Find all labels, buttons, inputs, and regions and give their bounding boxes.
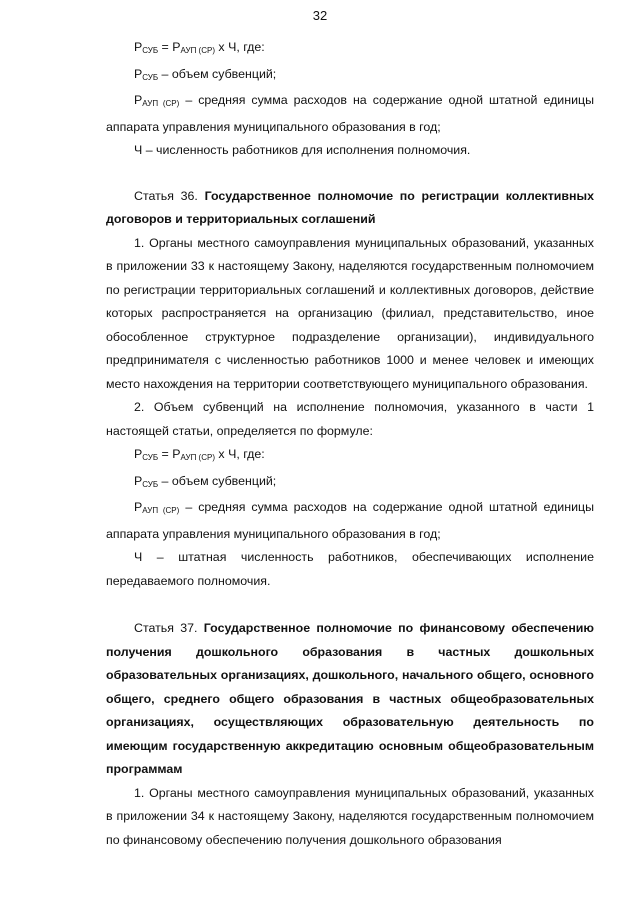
page-number: 32 xyxy=(312,8,328,23)
article-37-heading xyxy=(106,617,594,782)
definition-staff-count: Ч – штатная численность работников, обеспечивающих исполнение передаваемого полномочия. xyxy=(106,550,594,588)
article-36-paragraph-2: 2. Объем субвенций на исполнение полномочия, указанного в части 1 настоящей статьи, определяется по формуле: xyxy=(106,400,594,438)
page-content xyxy=(106,36,594,852)
article-36-heading xyxy=(106,185,594,232)
article-37-title: Государственное полномочие по финансовому обеспечению получения дошкольного образования в частных дошкольных образовательных организациях, дошкольного, начального общего, основного общего, среднего общего образования в частных общеобразовательных организациях, осуществляющих образовательную деятельность по имеющим государственную аккредитацию основным общеобразовательным программам xyxy=(106,621,594,776)
definition-subvention: $Р_{СУБ}$ – объем субвенций; xyxy=(134,66,277,82)
definition-avg-cost: $Р_{АУП (СР)}$ – средняя сумма расходов на содержание одной штатной единицы аппарата управления муниципального образования в год; xyxy=(106,500,594,541)
article-37-paragraph-1: 1. Органы местного самоуправления муниципальных образований, указанных в приложении 34 к настоящему Закону, наделяются государственным полномочием по финансовому обеспечению получения дошкольного образования xyxy=(106,785,594,847)
article-36-paragraph-1: 1. Органы местного самоуправления муниципальных образований, указанных в приложении 33 к настоящему Закону, наделяются государственным полномочием по регистрации территориальных соглашений и коллективных договоров, действие которых распространяется на организацию (филиал, представительство, иное обособленное структурное подразделение организации), индивидуального предпринимателя с численностью работников 1000 и менее человек и имеющих место нахождения на территории соответствующего муниципального образования. xyxy=(106,235,594,391)
formula-line: $Р_{СУБ} = Р_{АУП (СР)}$ х Ч, где: xyxy=(134,40,265,55)
article-37-label: Статья 37. xyxy=(134,621,204,635)
formula-line: $Р_{СУБ} = Р_{АУП (СР)}$ х Ч, где: xyxy=(134,447,265,462)
definition-avg-cost: $Р_{АУП (СР)}$ – средняя сумма расходов на содержание одной штатной единицы аппарата управления муниципального образования в год; xyxy=(106,93,594,134)
definition-headcount: Ч – численность работников для исполнения полномочия. xyxy=(134,143,471,157)
article-36-label: Статья 36. xyxy=(134,188,205,203)
article-36-title: Государственное полномочие по регистрации коллективных договоров и территориальных соглашений xyxy=(106,188,594,226)
definition-subvention: $Р_{СУБ}$ – объем субвенций; xyxy=(134,473,277,489)
